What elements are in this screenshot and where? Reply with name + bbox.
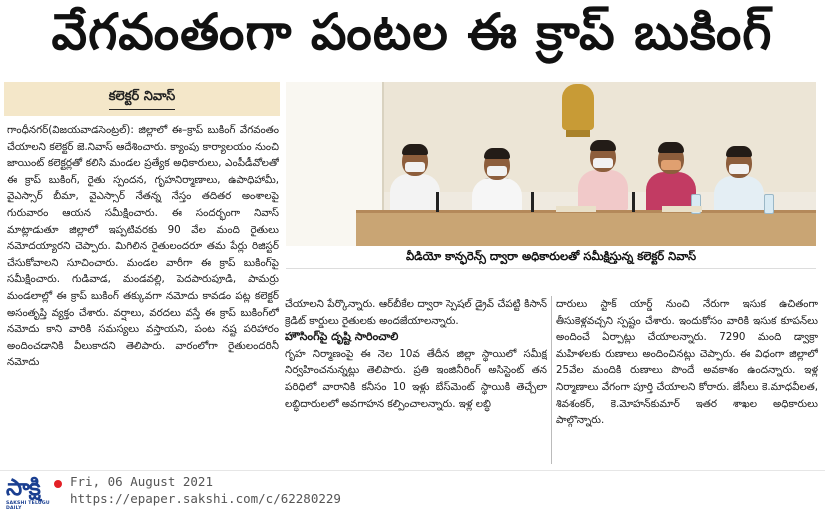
publication-date: Fri, 06 August 2021 [70,474,213,489]
article-paragraph: గాంధీనగర్(విజయవాడసెంట్రల్): జిల్లాలో ఈ–క్రాప్ బుకింగ్ వేగవంతం చేయాలని కలెక్టర్ జె.నివాస్ ఆదేశించారు. క్యాంపు కార్యాలయం నుంచి జాయింట్ కలెక్టర్లతో కలిసి మండల ప్రత్యేక అధికారులు, ఎంపీడీవోలతో ఈ క్రాప్ బుకింగ్, రైతు స్పందన, గృహనిర్మాణాలు, ఉపాధిహామీ, వైఎస్సార్ బీమా, వైఎస్సార్ నేతన్న నేస్తం తదితర అంశాలపై గురువారం ఆయన సమీక్షించారు. ఈ సందర్భంగా నివాస్ మాట్లాడుతూ జిల్లాలో ఇప్పటివరకు 90 వేల మంది రైతులు నమోదయ్యారని చెప్పారు. మిగిలిన రైతులందరూ తమ పేర్లు రిజిస్టర్ చేసుకోవాలని సూచించారు. మండల వారీగా ఈ క్రాప్ బుకింగ్‌పై సమీక్షించారు. గుడివాడ, మండవల్లి, పెదపారుపూడి, పామర్రు మండలాల్లో ఈ క్రాప్ బుకింగ్ తక్కువగా నమోదు కావడం పట్ల కలెక్టర్ అసంతృప్తి వ్యక్తం చేశారు. వర్షాలు, వరదలు వస్తే ఈ క్రాప్ బుకింగ్‌లో నమోదు కాని వారికి సమస్యలు వస్తాయని, పంట నష్ట పరిహారం అందించడానికి వీలుకాదని తెలిపారు. వారంలోగా రైతులందరినీ నమోదు [7,124,279,369]
news-photo [286,82,816,246]
article-column-3 [556,296,818,466]
photo-caption: వీడియో కాన్ఫరెన్స్ ద్వారా అధికారులతో సమీక్షిస్తున్న కలెక్టర్ నివాస్ [286,246,816,269]
sakshi-logo [4,475,64,509]
logo-dot-icon [54,480,62,488]
article-paragraph: దారులు స్టాక్ యార్డ్ నుంచి నేరుగా ఇసుక ఉచితంగా తీసుకెళ్లవచ్చని స్పష్టం చేశారు. ఇందుకోసం వారికి ఇసుక కూపన్‌లు అందించే ఏర్పాట్లు చేయాలన్నారు. 7290 మంది డ్వాక్రా మహిళలకు రుణాలు అందించినట్లు చెప్పారు. ఈ విధంగా జిల్లాలో 25వేల మందికి రుణాలు పొందే అవకాశం ఉందన్నారు. ఇళ్ల నిర్మాణాలు వేగంగా పూర్తి చేయాలని కోరారు. జేసీలు కె.మాధవీలత, శివశంకర్, కె.మోహన్‌కుమార్ ఇతర శాఖల అధికారులు పాల్గొన్నారు. [556,298,818,427]
logo-text: సాక్షి [6,475,40,501]
byline-band [4,82,280,116]
article-paragraph: గృహ నిర్మాణంపై ఈ నెల 10వ తేదీన జిల్లా స్థాయిలో సమీక్ష నిర్వహించనున్నట్లు తెలిపారు. ప్రతి ఇంజినీరింగ్ అసిస్టెంట్ తన పరిధిలో వారానికి కనీసం 10 ఇళ్లు బేస్‌మెంట్ స్థాయికి తెచ్చేలా లబ్ధిదారులలో అవగాహన కల్పించాలన్నారు. ఇళ్ల లబ్ధి [285,347,547,410]
article-paragraph: చేయాలని పేర్కొన్నారు. ఆర్‌బీకేల ద్వారా స్పెషల్ డ్రైవ్ చేపట్టి కిసాన్ క్రెడిట్ కార్డులు రైతులకు అందజేయాలన్నారు. [285,298,547,327]
microphone-icon [632,192,635,212]
headline: వేగవంతంగా పంటల ఈ క్రాప్ బుకింగ్ [51,2,773,61]
state-emblem-icon [562,84,594,130]
article-subheading: హౌసింగ్‌పై దృష్టి సారించాలి [285,330,399,344]
byline: కలెక్టర్ నివాస్ [109,89,176,110]
file-folder [556,206,596,212]
microphone-icon [531,192,534,212]
emblem-base [566,130,590,137]
water-bottle [764,194,774,214]
conference-table [356,210,816,246]
microphone-icon [436,192,439,212]
article-column-2 [285,296,547,466]
column-divider [551,296,552,464]
logo-subtitle: SAKSHI TELUGU DAILY [6,501,50,511]
file-folder [662,206,702,212]
epaper-link[interactable]: https://epaper.sakshi.com/c/62280229 [70,491,341,506]
footer [0,470,825,511]
article-column-1 [7,122,279,464]
